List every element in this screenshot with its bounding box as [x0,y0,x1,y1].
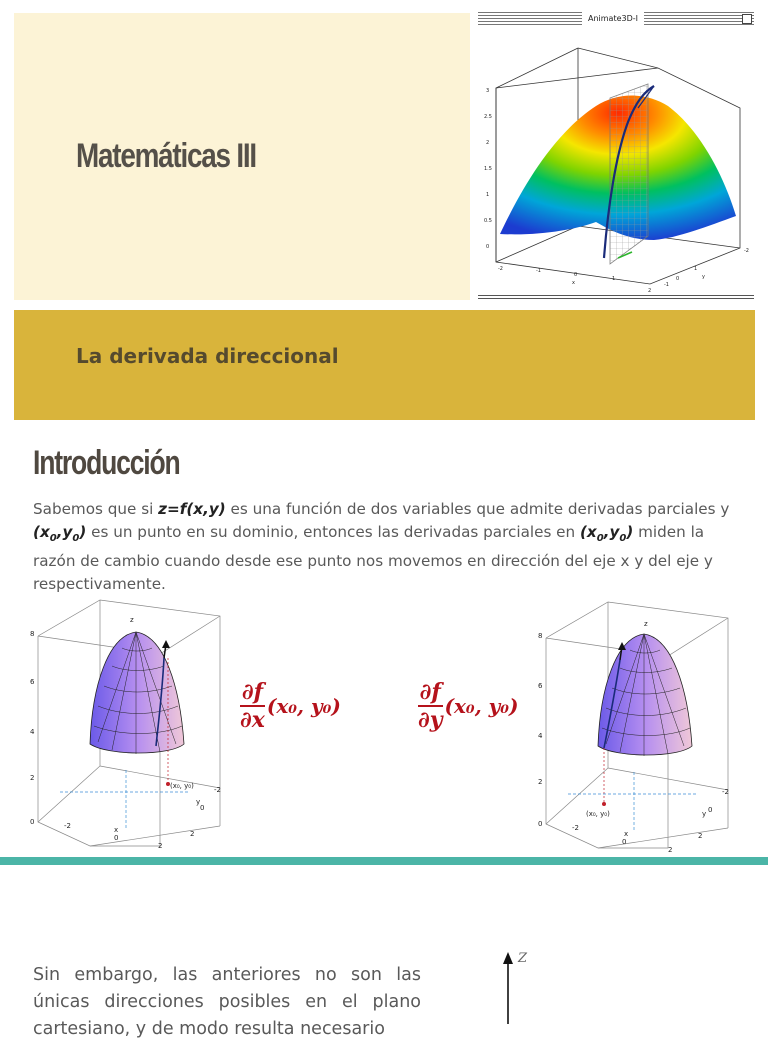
x-tick: 0 [574,272,578,278]
denominator: ∂y [418,707,443,733]
point-expression: $(x_0,y_0)$ [33,523,87,545]
y-tick: -2 [722,788,729,796]
z-tick: 0 [30,818,35,826]
subtitle-band [14,310,755,420]
slide-title: Matemáticas III [76,137,256,175]
intro-heading: Introducción [33,444,180,482]
y-tick: 0 [676,276,680,282]
z-axis-label: z [644,620,648,628]
animate3d-window [478,12,754,301]
z-tick: 4 [538,732,543,740]
x-axis-label: x [572,280,575,286]
fraction [418,680,443,732]
y-tick: 0 [708,806,713,814]
z-tick: 6 [538,682,543,690]
numerator: ∂f [419,679,441,705]
point-label: (x₀, y₀) [586,810,610,818]
x-tick: 0 [114,834,119,842]
up-arrow-icon [503,952,513,964]
x-tick: 0 [622,838,627,846]
text-run: miden la razón de cambio cuando desde ese punto nos movemos en dirección del eje x y del eje y respectivamente. [33,523,713,594]
window-title: Animate3D-I [582,12,644,26]
paraboloid-surface [598,634,692,755]
close-icon[interactable] [742,14,752,24]
arrow-head [162,640,170,648]
text-run: Sabemos que si [33,500,159,518]
text-run: es un punto en su dominio, entonces las derivadas parciales en [86,523,580,541]
z-tick: 8 [538,632,543,640]
z-tick: 2 [30,774,35,782]
z-tick: 6 [30,678,35,686]
formula-args: (x₀, y₀) [444,694,519,718]
point-marker [602,802,606,806]
z-tick: 4 [30,728,35,736]
function-expression: z=f(x,y) [158,500,226,518]
paraboloid-figure-left [30,596,230,856]
z-tick: 0.5 [484,218,492,224]
y-axis-label: y [702,274,705,280]
x-tick: -2 [64,822,71,830]
x-tick: -2 [498,266,503,272]
paraboloid-figure-right [538,598,738,856]
z-tick: 1.5 [484,166,492,172]
y-tick: 2 [698,832,703,840]
z-tick: 0 [538,820,543,828]
y-tick: -2 [744,248,749,254]
slide-subtitle: La derivada direccional [76,344,339,368]
surface-3d-plot [478,26,754,294]
z-axis-figure [490,944,550,1024]
paraboloid-surface [90,632,184,753]
y-axis-label: y [196,798,201,806]
y-tick: -2 [214,786,221,794]
y-tick: 1 [694,266,698,272]
intro-paragraph [33,498,733,596]
window-title-bar[interactable] [478,12,754,26]
z-tick: 1 [486,192,490,198]
cutting-plane [610,84,648,264]
x-tick: -2 [572,824,579,832]
partial-derivative-y [418,680,518,732]
y-tick: 2 [190,830,195,838]
formula-args: (x₀, y₀) [266,694,341,718]
z-axis-label: Z [518,951,528,966]
x-tick: 2 [158,842,163,850]
z-tick: 0 [486,244,490,250]
z-tick: 2 [486,140,490,146]
text-run: es una función de dos variables que admite derivadas parciales y [225,500,730,518]
title-panel [14,13,470,300]
y-tick: 0 [200,804,205,812]
slide3-paragraph: Sin embargo, las anteriores no son las únicas direcciones posibles en el plano cartesiano, y de modo resulta necesario [33,965,421,1039]
z-tick: 2 [538,778,543,786]
z-tick: 2.5 [484,114,492,120]
denominator: ∂x [240,707,265,733]
x-axis-label: x [624,830,629,838]
fraction [240,680,265,732]
x-tick: -1 [536,268,541,274]
partial-derivative-x [240,680,341,732]
point-expression: $(x_0,y_0)$ [579,523,634,545]
x-axis-label: x [114,826,119,834]
x-tick: 2 [648,288,652,294]
window-bottom-border [478,295,754,301]
x-tick: 2 [668,846,673,854]
numerator: ∂f [241,679,264,705]
y-tick: -1 [664,282,669,288]
z-axis-label: z [130,616,134,624]
y-axis-label: y [702,810,707,818]
x-tick: 1 [612,276,616,282]
z-tick: 3 [486,88,490,94]
z-tick: 8 [30,630,35,638]
slide-divider [0,857,768,865]
point-label: (x₀, y₀) [170,782,194,790]
